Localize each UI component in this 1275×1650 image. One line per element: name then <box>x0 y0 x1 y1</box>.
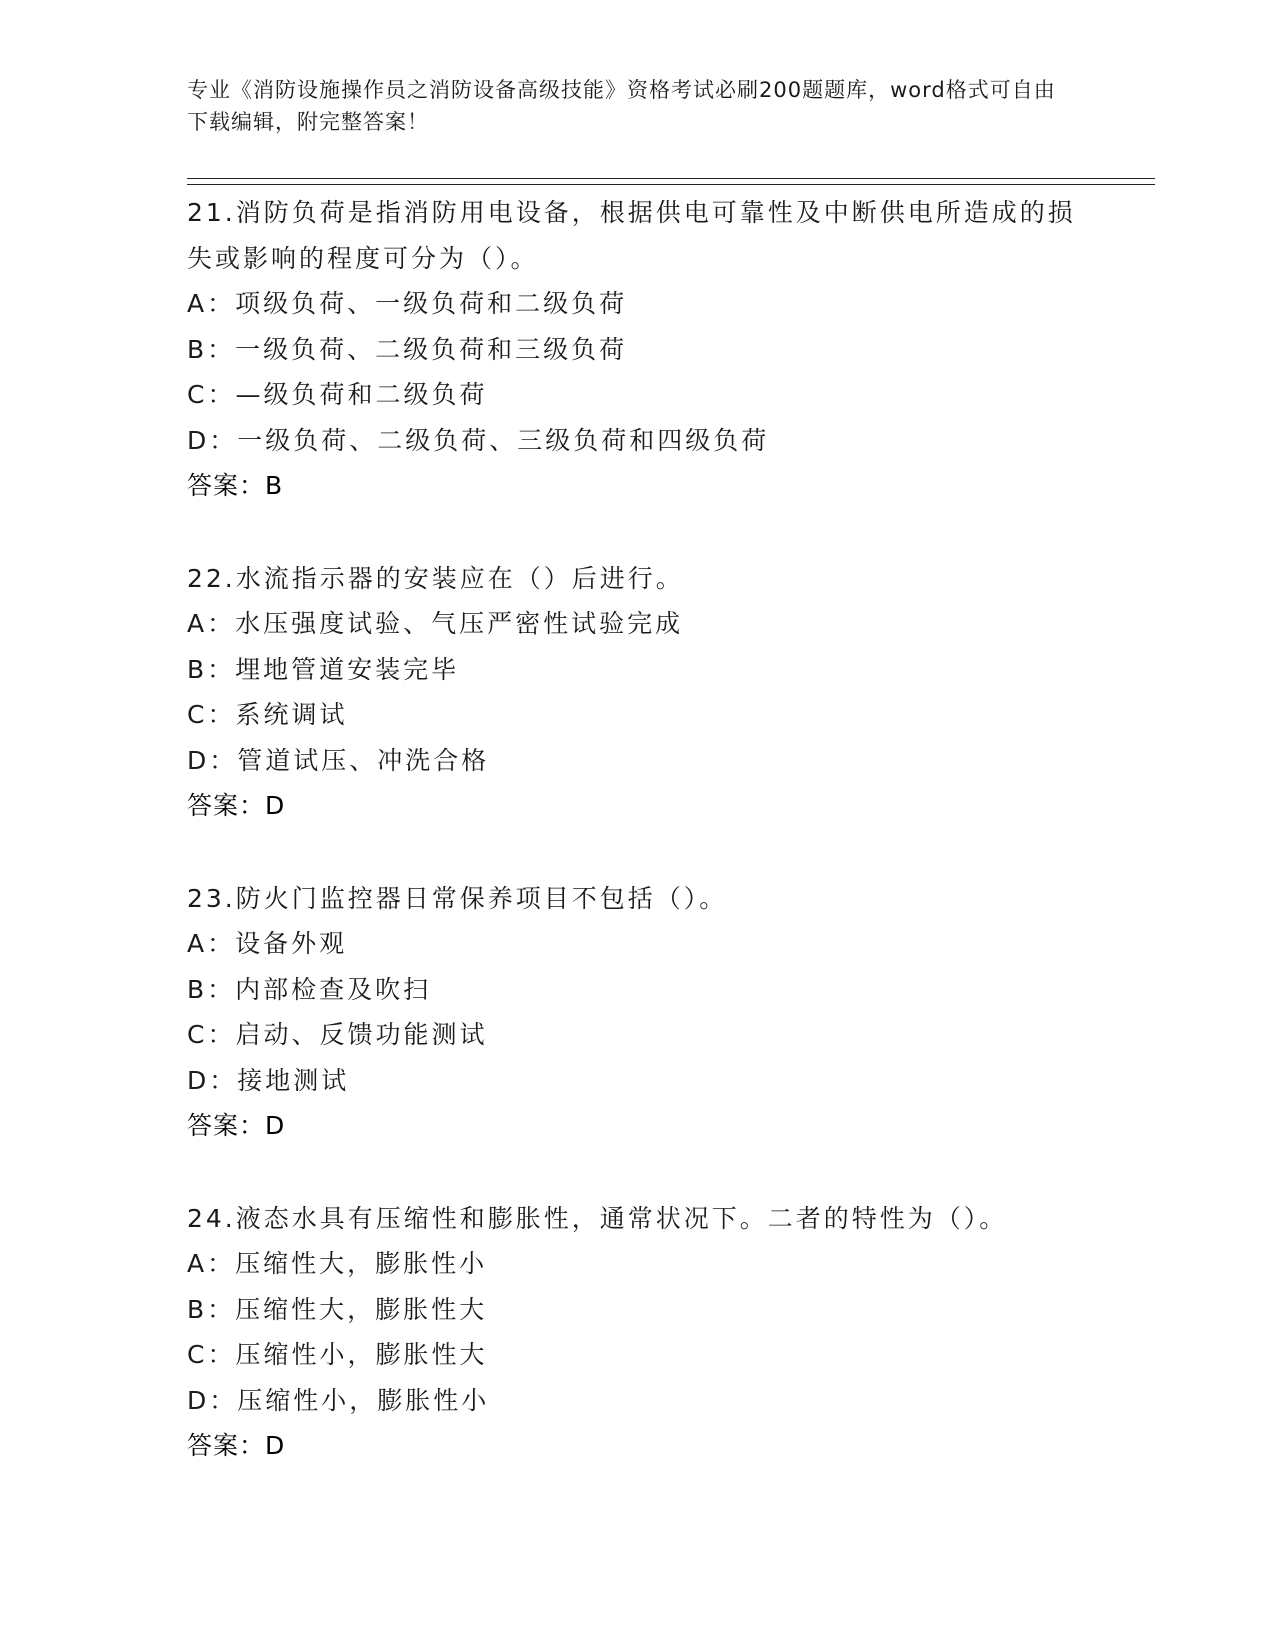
header-divider-top <box>187 178 1155 179</box>
question-list <box>187 190 1087 1516</box>
answer-line: 答案：D <box>187 1111 286 1140</box>
question-stem: 24.液态水具有压缩性和膨胀性，通常状况下。二者的特性为（）。 <box>187 1203 1008 1233</box>
answer-line: 答案：D <box>187 1431 286 1460</box>
option-a: A：水压强度试验、气压严密性试验完成 <box>187 609 684 638</box>
question-stem: 21.消防负荷是指消防用电设备，根据供电可靠性及中断供电所造成的损失或影响的程度可分为（）。 <box>187 198 1076 273</box>
option-b: B：一级负荷、二级负荷和三级负荷 <box>187 334 628 364</box>
question-23 <box>187 876 1087 1149</box>
option-c: C：压缩性小，膨胀性大 <box>187 1340 488 1369</box>
answer-line: 答案：B <box>187 471 284 500</box>
option-a: A：压缩性大，膨胀性小 <box>187 1249 488 1278</box>
question-24 <box>187 1196 1087 1469</box>
option-b: B：压缩性大，膨胀性大 <box>187 1294 488 1324</box>
option-c: C：—级负荷和二级负荷 <box>187 380 488 409</box>
question-stem: 23.防火门监控器日常保养项目不包括（）。 <box>187 883 728 913</box>
option-c: C：系统调试 <box>187 700 348 729</box>
option-b: B：埋地管道安装完毕 <box>187 654 460 684</box>
question-22 <box>187 556 1087 829</box>
option-d: D：管道试压、冲洗合格 <box>187 745 490 775</box>
option-d: D：压缩性小，膨胀性小 <box>187 1385 490 1415</box>
question-21 <box>187 190 1087 509</box>
option-c: C：启动、反馈功能测试 <box>187 1020 488 1049</box>
header-divider-bottom <box>187 184 1155 185</box>
option-a: A：设备外观 <box>187 929 348 958</box>
option-d: D：一级负荷、二级负荷、三级负荷和四级负荷 <box>187 425 770 455</box>
document-header: 专业《消防设施操作员之消防设备高级技能》资格考试必刷200题题库，word格式可自由下载编辑，附完整答案！ <box>187 78 1056 134</box>
option-b: B：内部检查及吹扫 <box>187 974 432 1004</box>
option-d: D：接地测试 <box>187 1065 350 1095</box>
question-stem: 22.水流指示器的安装应在（）后进行。 <box>187 563 684 593</box>
answer-line: 答案：D <box>187 791 286 820</box>
option-a: A：项级负荷、一级负荷和二级负荷 <box>187 289 628 318</box>
